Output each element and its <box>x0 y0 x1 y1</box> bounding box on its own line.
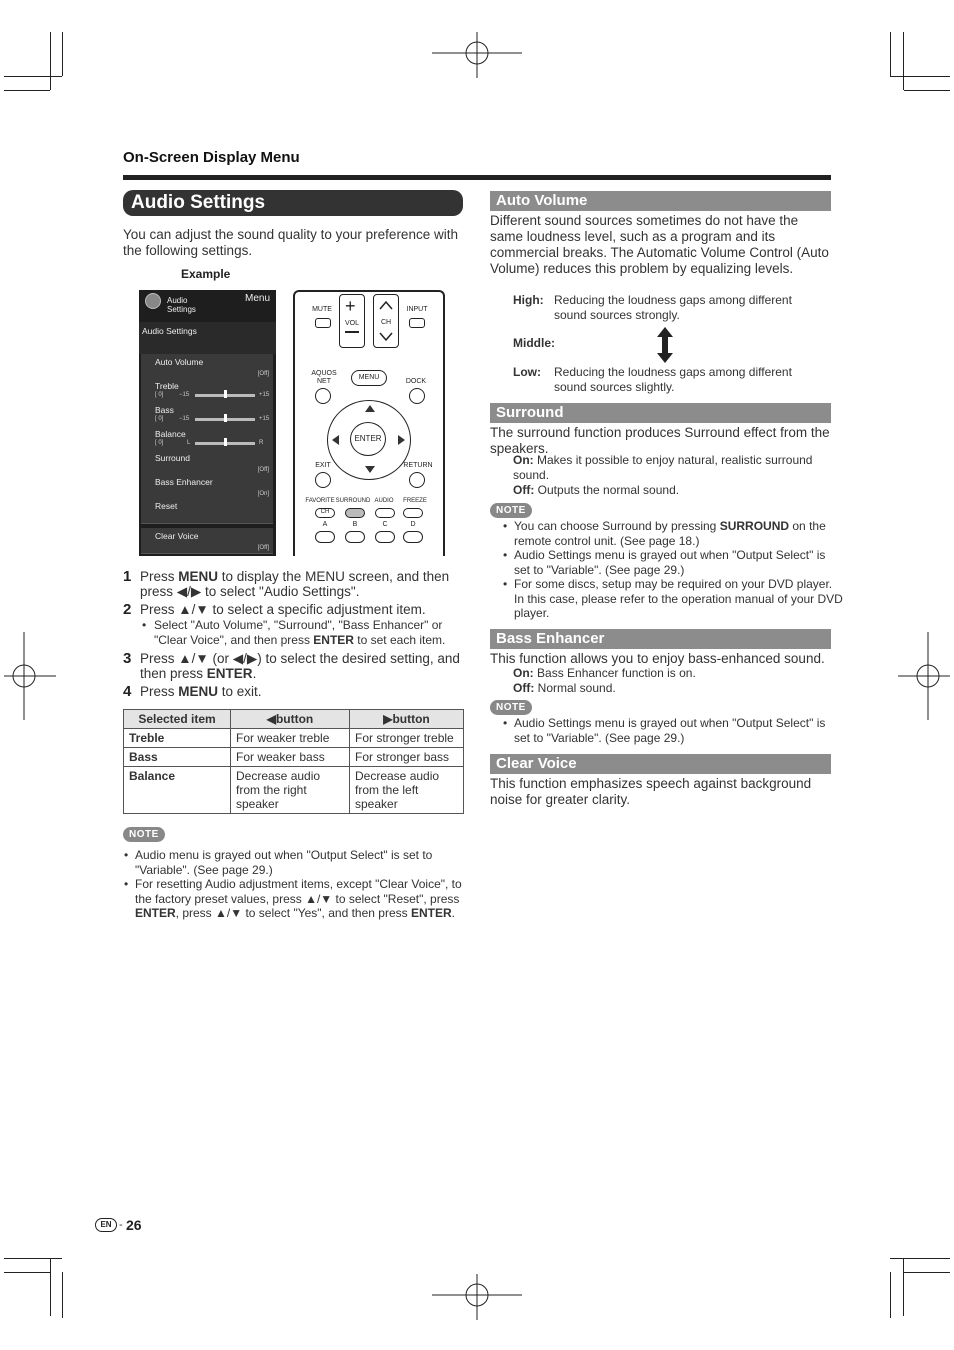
remote-control: MUTE + VOL CH INPUT AQUOS NET MENU DOCK ENTER EXIT RETURN FAVORITE SURROUND AUDIO FREEZE CH A B C D <box>293 290 445 556</box>
menu-screen <box>139 290 276 556</box>
middle-label: Middle: <box>513 336 555 350</box>
dock-label: DOCK <box>405 378 427 385</box>
low-text: Reducing the loudness gaps among different sound sources slightly. <box>554 365 792 394</box>
surround-notes <box>502 519 844 621</box>
surround-on: On: Makes it possible to enjoy natural, realistic surround sound. <box>513 453 813 482</box>
audio-button[interactable] <box>375 508 395 518</box>
table-header: Selected item ◀button ▶button <box>124 710 464 729</box>
input-button[interactable] <box>409 318 425 328</box>
c-button[interactable] <box>375 531 395 543</box>
input-label: INPUT <box>406 306 428 313</box>
chevron-down-icon <box>378 331 394 343</box>
left-notes <box>123 848 477 921</box>
surround-heading: Surround <box>490 403 831 423</box>
step-4: 4 Press MENU to exit. <box>123 683 262 700</box>
bass-enhancer-notes <box>502 716 844 745</box>
return-label: RETURN <box>403 462 433 469</box>
page-number: 26 <box>126 1217 142 1233</box>
favorite-ch-button[interactable]: CH <box>315 508 335 518</box>
high-text: Reducing the loudness gaps among different sound sources strongly. <box>554 293 792 322</box>
clear-voice-heading: Clear Voice <box>490 754 831 774</box>
table-row: Balance Decrease audio from the right speaker Decrease audio from the left speaker <box>124 767 464 814</box>
page-title: Audio Settings <box>123 190 463 216</box>
surround-button[interactable] <box>345 508 365 518</box>
list-item: • Audio menu is grayed out when "Output Select" is set to "Variable". (See page 29.) <box>135 848 477 877</box>
aquos-net-label: AQUOS NET <box>311 370 337 385</box>
audio-settings-icon <box>145 293 161 309</box>
bass-enhancer-note-badge: NOTE <box>490 700 532 715</box>
step-2: 2 Press ▲/▼ to select a specific adjustment item. <box>123 601 426 618</box>
note-badge: NOTE <box>123 827 165 842</box>
d-button[interactable] <box>403 531 423 543</box>
balance-slider-knob[interactable] <box>224 438 227 446</box>
menu-item-auto-volume[interactable]: Auto Volume [Off] <box>141 354 273 380</box>
menu-icon-label: Audio Settings <box>167 296 196 314</box>
page-number-separator: - <box>119 1219 123 1231</box>
menu-item-balance[interactable]: Balance [ 0] L R Surround [Off] <box>141 426 273 476</box>
ch-rocker[interactable]: CH <box>373 294 399 348</box>
bass-enhancer-heading: Bass Enhancer <box>490 629 831 649</box>
return-button[interactable] <box>409 472 425 488</box>
menu-item-bass[interactable]: Bass [ 0] −15 +15 <box>141 402 273 428</box>
chevron-up-icon <box>378 299 394 311</box>
step-3: 3 Press ▲/▼ (or ◀/▶) to select the desired setting, and then press ENTER. <box>123 650 460 681</box>
list-item: • Audio Settings menu is grayed out when "Output Select" is set to "Variable". (See page 29.) <box>514 716 844 745</box>
arrow-right-icon[interactable] <box>397 434 407 446</box>
minus-icon <box>345 331 359 333</box>
table-row: Bass For weaker bass For stronger bass <box>124 748 464 767</box>
direction-pad[interactable] <box>327 400 411 480</box>
surround-note-badge: NOTE <box>490 503 532 518</box>
low-label: Low: <box>513 365 541 379</box>
registration-mark-left <box>2 630 58 722</box>
auto-volume-text: Different sound sources sometimes do not have the same loudness level, such as a program and its commercial breaks. The Automatic Volume Control (Auto Volume) reduces this problem by equalizing levels. <box>490 213 829 276</box>
menu-title: Menu <box>244 293 270 304</box>
arrow-down-icon[interactable] <box>364 465 376 475</box>
enter-button[interactable]: ENTER <box>350 422 386 456</box>
high-label: High: <box>513 293 544 307</box>
a-button[interactable] <box>315 531 335 543</box>
steps-list <box>123 569 465 699</box>
dock-button[interactable] <box>409 388 425 404</box>
menu-button[interactable]: MENU <box>351 370 387 386</box>
mute-button[interactable] <box>315 318 331 328</box>
freeze-button[interactable] <box>403 508 423 518</box>
bass-enhancer-on: On: Bass Enhancer function is on. <box>513 666 696 680</box>
step-2-sub: • Select "Auto Volume", "Surround", "Bass Enhancer" or "Clear Voice", and then press ENTER to set each item. <box>142 618 446 647</box>
list-item: • Audio Settings menu is grayed out when "Output Select" is set to "Variable". (See page 29.) <box>514 548 844 577</box>
arrow-up-icon[interactable] <box>364 404 376 414</box>
surround-off: Off: Outputs the normal sound. <box>513 483 680 497</box>
list-item: • For some discs, setup may be required on your DVD player. In this case, please refer to the operation manual of your DVD player. <box>514 577 844 621</box>
b-button[interactable] <box>345 531 365 543</box>
menu-item-treble[interactable]: Treble [ 0] −15 +15 <box>141 378 273 404</box>
exit-label: EXIT <box>315 462 331 469</box>
menu-item-surround[interactable]: Surround <box>155 453 190 463</box>
menu-item-clear-voice[interactable]: Clear Voice [Off] <box>141 528 273 554</box>
menu-item-bass-enhancer[interactable]: Bass Enhancer [On] <box>141 474 273 500</box>
plus-icon: + <box>345 296 356 316</box>
language-badge: EN <box>95 1218 117 1232</box>
surround-text: The surround function produces Surround effect from the speakers. <box>490 425 830 456</box>
treble-slider-knob[interactable] <box>224 390 227 398</box>
list-item: • You can choose Surround by pressing SURROUND on the remote control unit. (See page 18.) <box>514 519 844 548</box>
bass-enhancer-off: Off: Normal sound. <box>513 681 616 695</box>
adjustment-table <box>123 709 464 814</box>
registration-mark-bottom <box>430 1272 524 1322</box>
example-label: Example <box>181 267 231 281</box>
double-arrow-icon <box>655 326 675 364</box>
bass-enhancer-text: This function allows you to enjoy bass-enhanced sound. <box>490 651 825 666</box>
step-1: 1 Press MENU to display the MENU screen, and then press ◀/▶ to select "Audio Settings". <box>123 568 450 599</box>
mute-label: MUTE <box>312 306 332 313</box>
section-header: On-Screen Display Menu <box>123 149 300 166</box>
table-row: Treble For weaker treble For stronger treble <box>124 729 464 748</box>
menu-item-reset[interactable]: Reset <box>141 498 273 524</box>
clear-voice-text: This function emphasizes speech against background noise for greater clarity. <box>490 776 812 807</box>
intro-text: You can adjust the sound quality to your preference with the following settings. <box>123 227 458 258</box>
list-item: • For resetting Audio adjustment items, except "Clear Voice", to the factory preset values, press ▲/▼ to select "Reset", press ENTER, press ▲/▼ to select "Yes", and then press ENTER. <box>135 877 477 921</box>
header-rule <box>123 175 831 180</box>
registration-mark-top <box>430 30 524 80</box>
aquos-net-button[interactable] <box>315 388 331 404</box>
auto-volume-heading: Auto Volume <box>490 191 831 211</box>
registration-mark-right <box>896 630 952 722</box>
menu-breadcrumb: Audio Settings <box>142 326 197 336</box>
exit-button[interactable] <box>315 472 331 488</box>
arrow-left-icon[interactable] <box>331 434 341 446</box>
bass-slider-knob[interactable] <box>224 414 227 422</box>
vol-rocker[interactable]: + VOL <box>339 294 365 348</box>
